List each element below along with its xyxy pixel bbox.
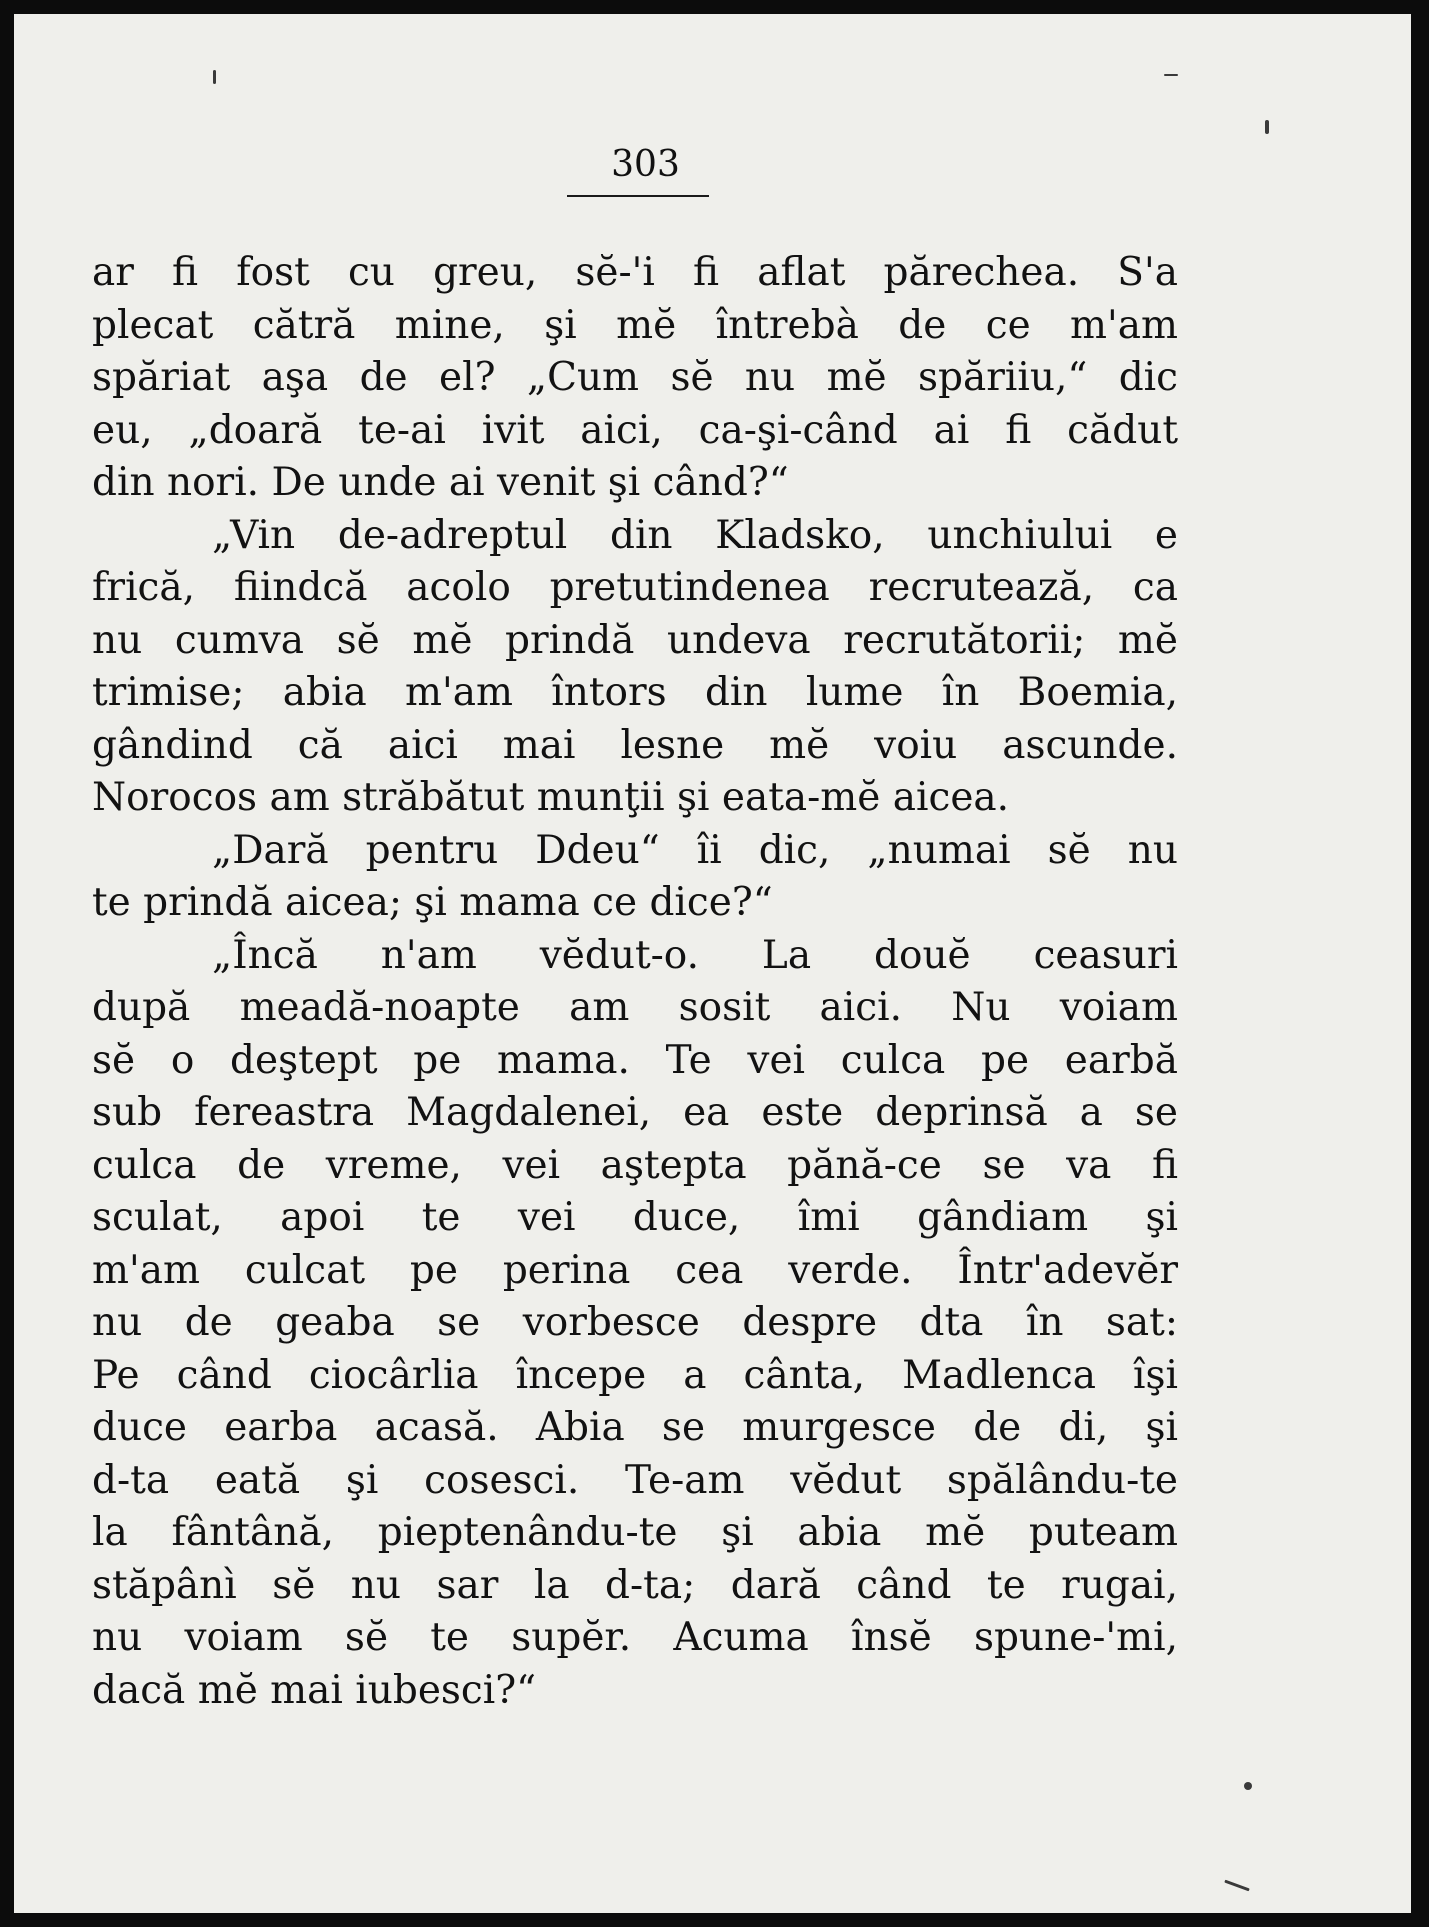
text-line: plecat cătră mine, şi mĕ întrebà de ce m'am — [92, 302, 1178, 348]
paper-speck — [1244, 1782, 1252, 1790]
text-line: sculat, apoi te vei duce, îmi gândiam şi — [92, 1195, 1178, 1240]
text-line: nu cumva sĕ mĕ prindă undeva recrutătorii; mĕ — [92, 617, 1178, 663]
paper-speck — [213, 70, 216, 84]
paper-speck — [1164, 74, 1178, 76]
paper-speck — [1265, 120, 1269, 134]
text-line: dacă mĕ mai iubesci?“ — [92, 1667, 537, 1713]
text-line: din nori. De unde ai venit şi când?“ — [92, 460, 789, 505]
text-line: după meadă-noapte am sosit aici. Nu voiam — [92, 985, 1178, 1030]
text-line: Pe când ciocârlia începe a cânta, Madlenca îşi — [92, 1352, 1178, 1398]
body-text — [92, 247, 1178, 1717]
text-line: nu de geaba se vorbesce despre dta în sat: — [92, 1300, 1178, 1345]
text-line: sĕ o deştept pe mama. Te vei culca pe earbă — [92, 1037, 1178, 1083]
text-line: Norocos am străbătut munţii şi eata-mĕ aicea. — [92, 775, 1010, 820]
text-line: gândind că aici mai lesne mĕ voiu ascunde. — [92, 722, 1178, 768]
text-line: spăriat aşa de el? „Cum sĕ nu mĕ spăriiu,“ dic — [92, 355, 1178, 400]
text-line: nu voiam sĕ te supĕr. Acuma însĕ spune-'mi, — [92, 1615, 1178, 1660]
text-line: sub fereastra Magdalenei, ea este deprinsă a se — [92, 1090, 1178, 1135]
text-line: „Vin de-adreptul din Kladsko, unchiului e — [212, 512, 1178, 558]
book-page — [14, 14, 1411, 1913]
page-number: 303 — [611, 144, 680, 185]
text-line: ar fi fost cu greu, sĕ-'i fi aflat părechea. S'a — [92, 250, 1178, 295]
text-line: eu, „doară te-ai ivit aici, ca-şi-când ai fi cădut — [92, 407, 1178, 453]
text-line: trimise; abia m'am întors din lume în Boemia, — [92, 670, 1178, 715]
text-line: stăpânì sĕ nu sar la d-ta; dară când te rugai, — [92, 1562, 1178, 1608]
text-line: „Dară pentru Ddeu“ îi dic, „numai sĕ nu — [212, 827, 1178, 873]
text-line: duce earba acasă. Abia se murgesce de di, şi — [92, 1405, 1178, 1450]
page-number-rule — [567, 195, 709, 197]
text-line: culca de vreme, vei aştepta pănă-ce se va fi — [92, 1142, 1178, 1188]
text-line: te prindă aicea; şi mama ce dice?“ — [92, 880, 773, 925]
paper-speck — [1224, 1880, 1249, 1892]
text-line: la fântână, pieptenându-te şi abia mĕ puteam — [92, 1510, 1178, 1555]
text-line: „Încă n'am vĕdut-o. La douĕ ceasuri — [212, 932, 1178, 978]
text-line: frică, fiindcă acolo pretutindenea recrutează, ca — [92, 565, 1178, 610]
text-line: m'am culcat pe perina cea verde. Într'adevĕr — [92, 1247, 1178, 1293]
text-line: d-ta eată şi cosesci. Te-am vĕdut spălându-te — [92, 1457, 1178, 1503]
